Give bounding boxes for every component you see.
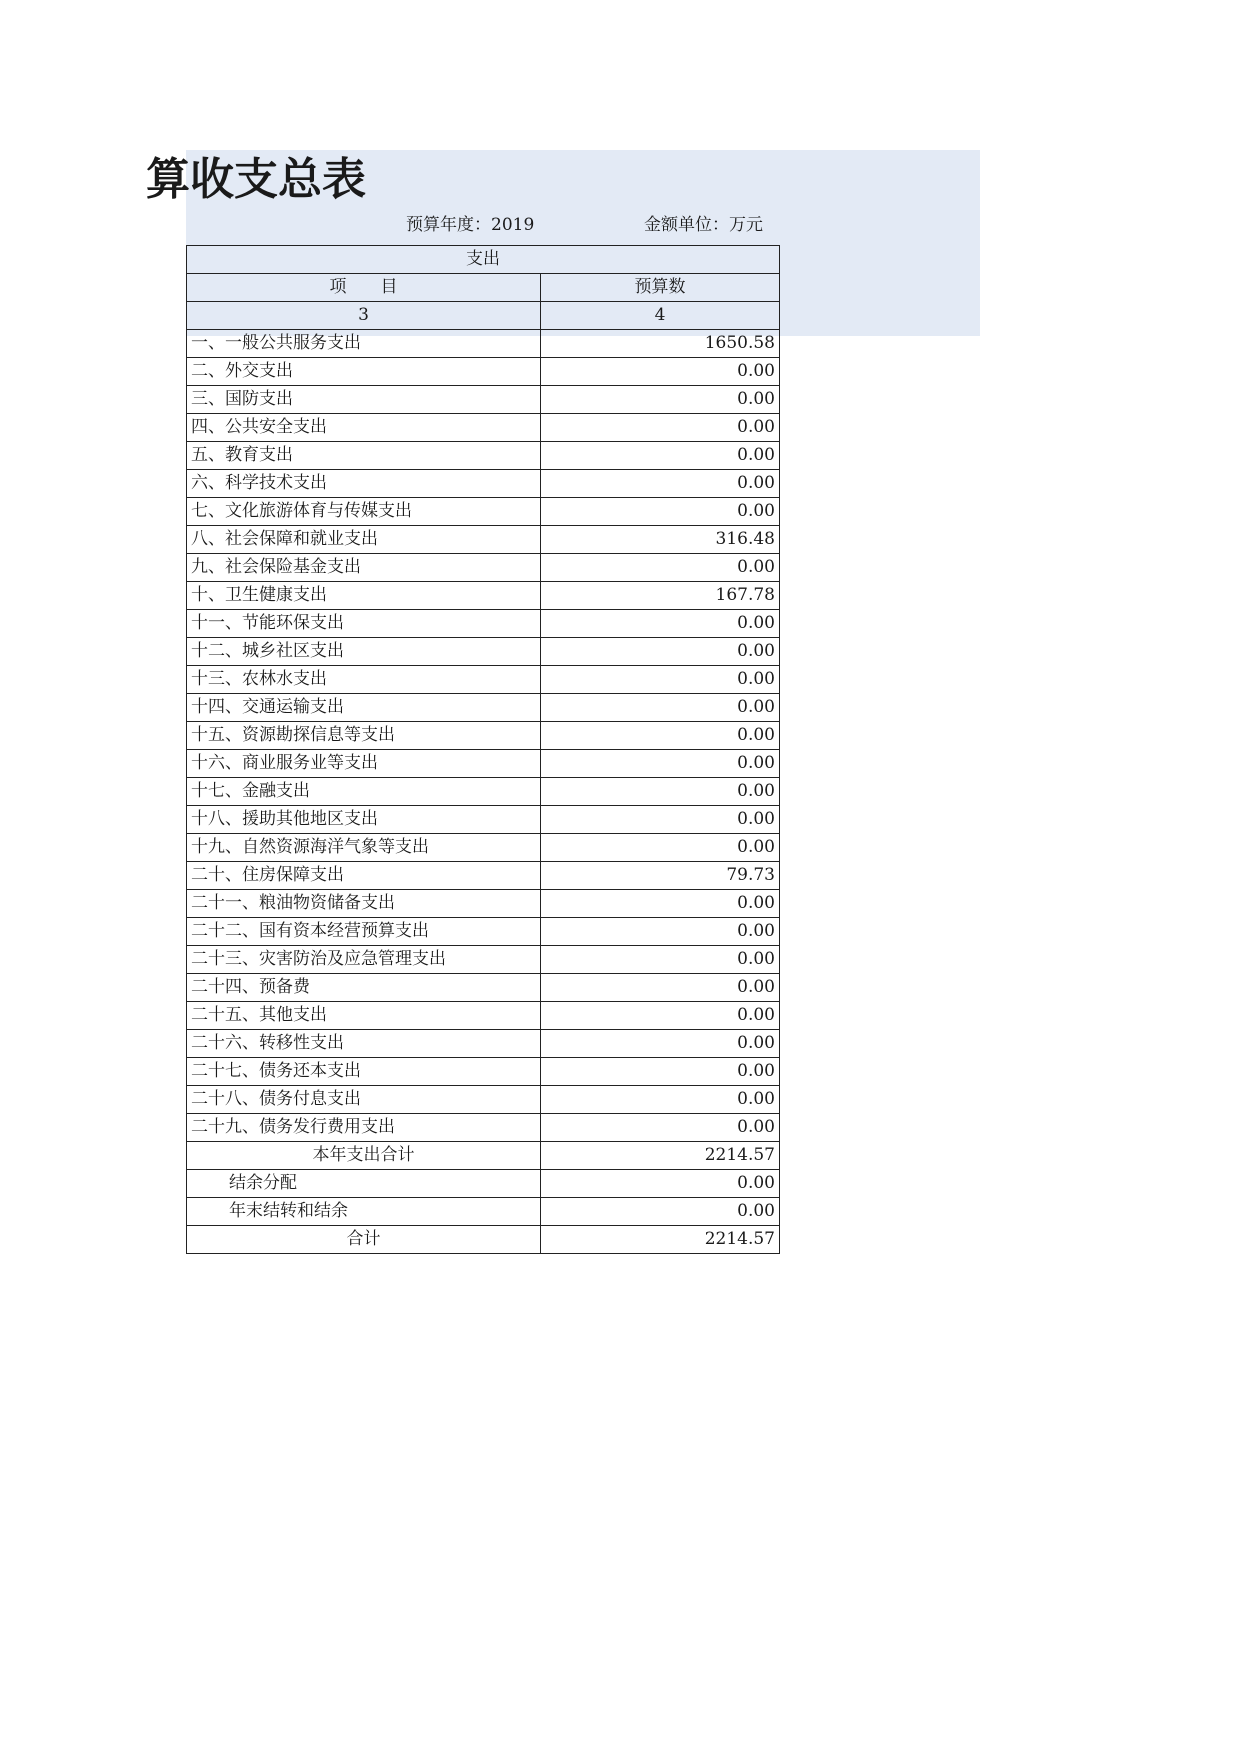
table-row: [187, 470, 780, 498]
row-item-label: 十一、节能环保支出: [187, 610, 541, 638]
grand-total-row: [187, 1226, 780, 1254]
row-amount: 0.00: [541, 386, 780, 414]
group-header-cell: 支出: [187, 246, 780, 274]
row-amount: 79.73: [541, 862, 780, 890]
row-amount: 0.00: [541, 1114, 780, 1142]
surplus-allocation-row: [187, 1170, 780, 1198]
row-item-label: 二十五、其他支出: [187, 1002, 541, 1030]
summary-item-label: 结余分配: [187, 1170, 541, 1198]
table-row: [187, 638, 780, 666]
row-amount: 0.00: [541, 974, 780, 1002]
table-row: [187, 918, 780, 946]
row-amount: 0.00: [541, 666, 780, 694]
row-amount: 0.00: [541, 1086, 780, 1114]
table-row: [187, 582, 780, 610]
row-item-label: 二十三、灾害防治及应急管理支出: [187, 946, 541, 974]
row-item-label: 二十一、粮油物资储备支出: [187, 890, 541, 918]
summary-item-label: 合计: [187, 1226, 541, 1254]
summary-amount: 0.00: [541, 1170, 780, 1198]
row-item-label: 四、公共安全支出: [187, 414, 541, 442]
budget-year-label: 预算年度：2019: [406, 215, 535, 235]
row-amount: 0.00: [541, 806, 780, 834]
row-item-label: 十五、资源勘探信息等支出: [187, 722, 541, 750]
column-number-amount: 4: [541, 302, 780, 330]
row-item-label: 二十八、债务付息支出: [187, 1086, 541, 1114]
year-end-balance-row: [187, 1198, 780, 1226]
row-amount: 0.00: [541, 610, 780, 638]
row-amount: 0.00: [541, 414, 780, 442]
row-item-label: 九、社会保险基金支出: [187, 554, 541, 582]
group-header-row: [187, 246, 780, 274]
summary-item-label: 本年支出合计: [187, 1142, 541, 1170]
table-row: [187, 1114, 780, 1142]
summary-item-label: 年末结转和结余: [187, 1198, 541, 1226]
row-item-label: 八、社会保障和就业支出: [187, 526, 541, 554]
row-amount: 0.00: [541, 778, 780, 806]
table-row: [187, 890, 780, 918]
row-amount: 0.00: [541, 890, 780, 918]
row-item-label: 二十六、转移性支出: [187, 1030, 541, 1058]
table-row: [187, 946, 780, 974]
row-amount: 167.78: [541, 582, 780, 610]
column-header-row: [187, 274, 780, 302]
row-amount: 0.00: [541, 722, 780, 750]
column-number-item: 3: [187, 302, 541, 330]
table-row: [187, 442, 780, 470]
row-item-label: 十八、援助其他地区支出: [187, 806, 541, 834]
row-item-label: 十二、城乡社区支出: [187, 638, 541, 666]
row-item-label: 二十四、预备费: [187, 974, 541, 1002]
table-row: [187, 694, 780, 722]
table-row: [187, 1030, 780, 1058]
row-amount: 0.00: [541, 470, 780, 498]
page-title: 算收支总表: [146, 154, 366, 205]
table-row: [187, 806, 780, 834]
row-amount: 0.00: [541, 750, 780, 778]
column-header-item: 项 目: [187, 274, 541, 302]
row-item-label: 十、卫生健康支出: [187, 582, 541, 610]
row-item-label: 六、科学技术支出: [187, 470, 541, 498]
row-amount: 0.00: [541, 638, 780, 666]
row-amount: 0.00: [541, 554, 780, 582]
row-amount: 0.00: [541, 442, 780, 470]
table-row: [187, 750, 780, 778]
row-amount: 1650.58: [541, 330, 780, 358]
summary-amount: 2214.57: [541, 1142, 780, 1170]
table-row: [187, 834, 780, 862]
table-row: [187, 1086, 780, 1114]
row-item-label: 十三、农林水支出: [187, 666, 541, 694]
row-item-label: 十九、自然资源海洋气象等支出: [187, 834, 541, 862]
row-item-label: 五、教育支出: [187, 442, 541, 470]
row-item-label: 三、国防支出: [187, 386, 541, 414]
row-item-label: 二十九、债务发行费用支出: [187, 1114, 541, 1142]
row-amount: 0.00: [541, 694, 780, 722]
table-row: [187, 526, 780, 554]
row-amount: 0.00: [541, 1030, 780, 1058]
expenditure-table: [186, 245, 780, 1254]
summary-amount: 0.00: [541, 1198, 780, 1226]
table-row: [187, 358, 780, 386]
row-amount: 0.00: [541, 918, 780, 946]
table-row: [187, 554, 780, 582]
row-amount: 0.00: [541, 358, 780, 386]
row-item-label: 十四、交通运输支出: [187, 694, 541, 722]
table-row: [187, 610, 780, 638]
row-amount: 0.00: [541, 1002, 780, 1030]
row-amount: 0.00: [541, 498, 780, 526]
table-row: [187, 974, 780, 1002]
row-amount: 0.00: [541, 834, 780, 862]
table-row: [187, 414, 780, 442]
summary-amount: 2214.57: [541, 1226, 780, 1254]
table-row: [187, 862, 780, 890]
row-item-label: 七、文化旅游体育与传媒支出: [187, 498, 541, 526]
row-amount: 0.00: [541, 946, 780, 974]
table-row: [187, 1058, 780, 1086]
column-number-row: [187, 302, 780, 330]
row-item-label: 一、一般公共服务支出: [187, 330, 541, 358]
row-item-label: 十七、金融支出: [187, 778, 541, 806]
amount-unit-label: 金额单位：万元: [644, 215, 763, 235]
row-amount: 316.48: [541, 526, 780, 554]
table-row: [187, 778, 780, 806]
column-header-amount: 预算数: [541, 274, 780, 302]
total-annual-row: [187, 1142, 780, 1170]
row-item-label: 十六、商业服务业等支出: [187, 750, 541, 778]
row-item-label: 二、外交支出: [187, 358, 541, 386]
row-amount: 0.00: [541, 1058, 780, 1086]
table-row: [187, 498, 780, 526]
table-row: [187, 722, 780, 750]
row-item-label: 二十七、债务还本支出: [187, 1058, 541, 1086]
row-item-label: 二十、住房保障支出: [187, 862, 541, 890]
table-row: [187, 386, 780, 414]
row-item-label: 二十二、国有资本经营预算支出: [187, 918, 541, 946]
table-row: [187, 666, 780, 694]
table-row: [187, 330, 780, 358]
table-row: [187, 1002, 780, 1030]
